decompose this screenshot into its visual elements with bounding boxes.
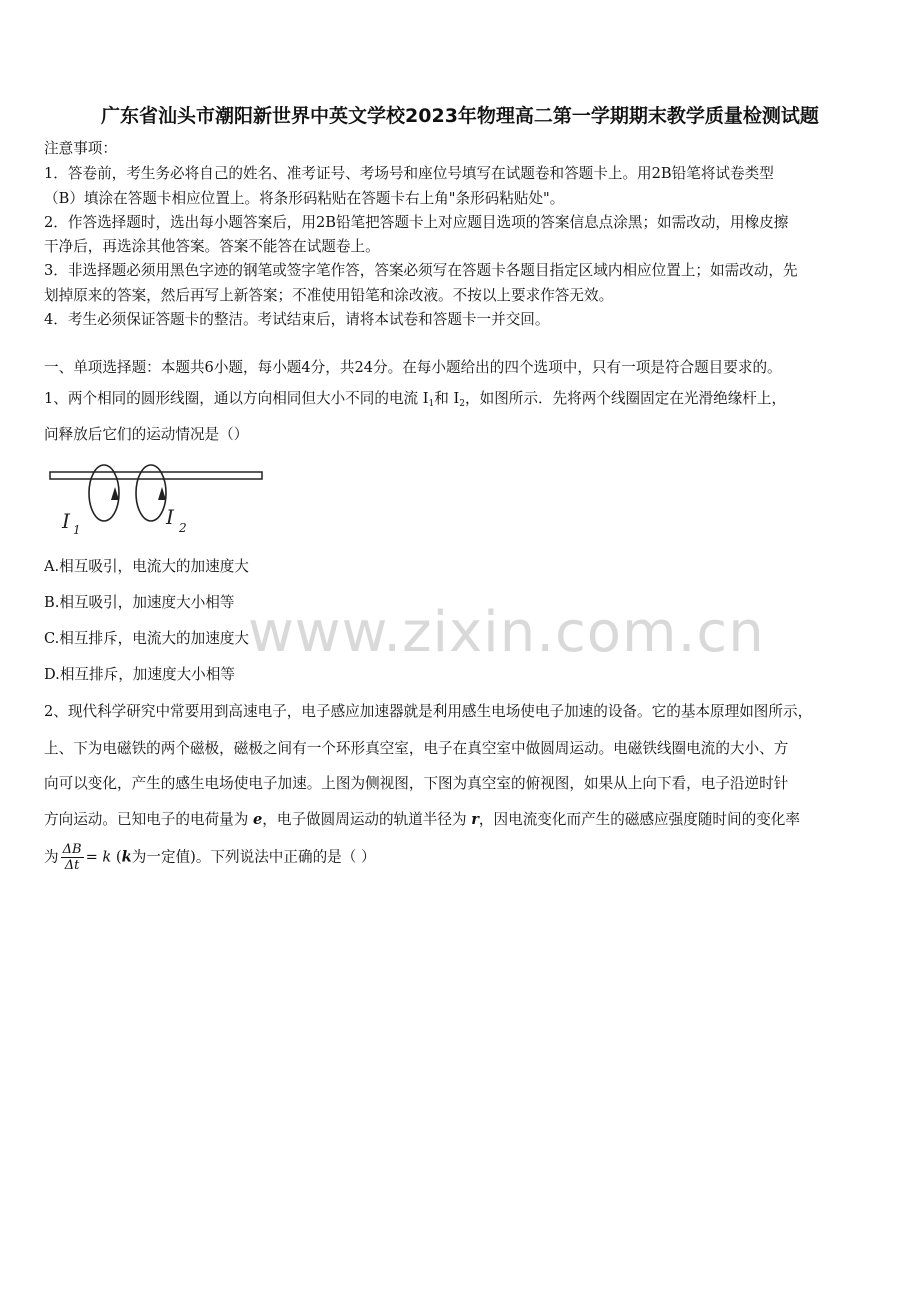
note-line: 4．考生必须保证答题卡的整洁。考试结束后，请将本试卷和答题卡一并交回。 — [44, 311, 550, 328]
rate-fraction: $\frac{\Delta B}{\Delta t}$ — [62, 842, 82, 873]
note-line: 2．作答选择题时，选出每小题答案后，用2B铅笔把答题卡上对应题目选项的答案信息点涂黑；如需改动，用橡皮擦 — [44, 214, 789, 231]
option-b: B.相互吸引，加速度大小相等 — [44, 594, 235, 611]
coils-figure — [48, 460, 268, 540]
section-heading: 一、单项选择题：本题共6小题，每小题4分，共24分。在每小题给出的四个选项中，只有一项是符合题目要求的。 — [44, 359, 782, 376]
label-I2-sub: 2 — [179, 521, 187, 535]
question-2-line: 2、现代科学研究中常要用到高速电子，电子感应加速器就是利用感生电场使电子加速的设备。它的基本原理如图所示， — [44, 703, 813, 720]
option-d: D.相互排斥，加速度大小相等 — [44, 666, 235, 683]
current-arrow-2 — [158, 487, 166, 500]
notes-heading: 注意事项： — [44, 140, 117, 157]
insulating-rod — [50, 472, 262, 479]
question-2-line: 方向运动。已知电子的电荷量为 e，电子做圆周运动的轨道半径为 r，因电流变化而产生的磁感应强度随时间的变化率 — [44, 811, 800, 828]
note-line: 划掉原来的答案，然后再写上新答案；不准使用铅笔和涂改液。不按以上要求作答无效。 — [44, 287, 614, 304]
label-I1-sub: 1 — [73, 523, 81, 537]
option-a: A.相互吸引，电流大的加速度大 — [44, 558, 249, 575]
note-line: 干净后，再选涂其他答案。答案不能答在试题卷上。 — [44, 238, 380, 255]
question-2-line: 上、下为电磁铁的两个磁极，磁极之间有一个环形真空室，电子在真空室中做圆周运动。电磁铁线圈电流的大小、方 — [44, 740, 789, 757]
label-I2: I — [166, 505, 174, 529]
question-1-stem: 1、两个相同的圆形线圈，通以方向相同但大小不同的电流 $I_1$和 $I_2$，如图所示．先将两个线圈固定在光滑绝缘杆上， — [44, 390, 787, 409]
question-2-line: 向可以变化，产生的感生电场使电子加速。上图为侧视图，下图为真空室的俯视图，如果从上向下看，电子沿逆时针 — [44, 775, 789, 792]
watermark: www.zixin.com.cn — [248, 600, 765, 665]
option-c: C.相互排斥，电流大的加速度大 — [44, 630, 250, 647]
note-line: （B）填涂在答题卡相应位置上。将条形码粘贴在答题卡右上角"条形码粘贴处"。 — [44, 190, 565, 207]
note-line: 1．答卷前，考生务必将自己的姓名、准考证号、考场号和座位号填写在试题卷和答题卡上。用2B铅笔将试卷类型 — [44, 165, 774, 182]
current-arrow-1 — [111, 487, 119, 500]
question-1-stem-cont: 问释放后它们的运动情况是（） — [44, 426, 249, 443]
note-line: 3．非选择题必须用黑色字迹的钢笔或签字笔作答，答案必须写在答题卡各题目指定区域内相应位置上；如需改动，先 — [44, 262, 798, 279]
page-title: 广东省汕头市潮阳新世界中英文学校2023年物理高二第一学期期末教学质量检测试题 — [101, 105, 819, 127]
question-2-line: 为 $\frac{\Delta B}{\Delta t}$ = k (k为一定值)。下列说法中正确的是（ ） — [44, 842, 376, 873]
label-I1: I — [62, 509, 70, 533]
